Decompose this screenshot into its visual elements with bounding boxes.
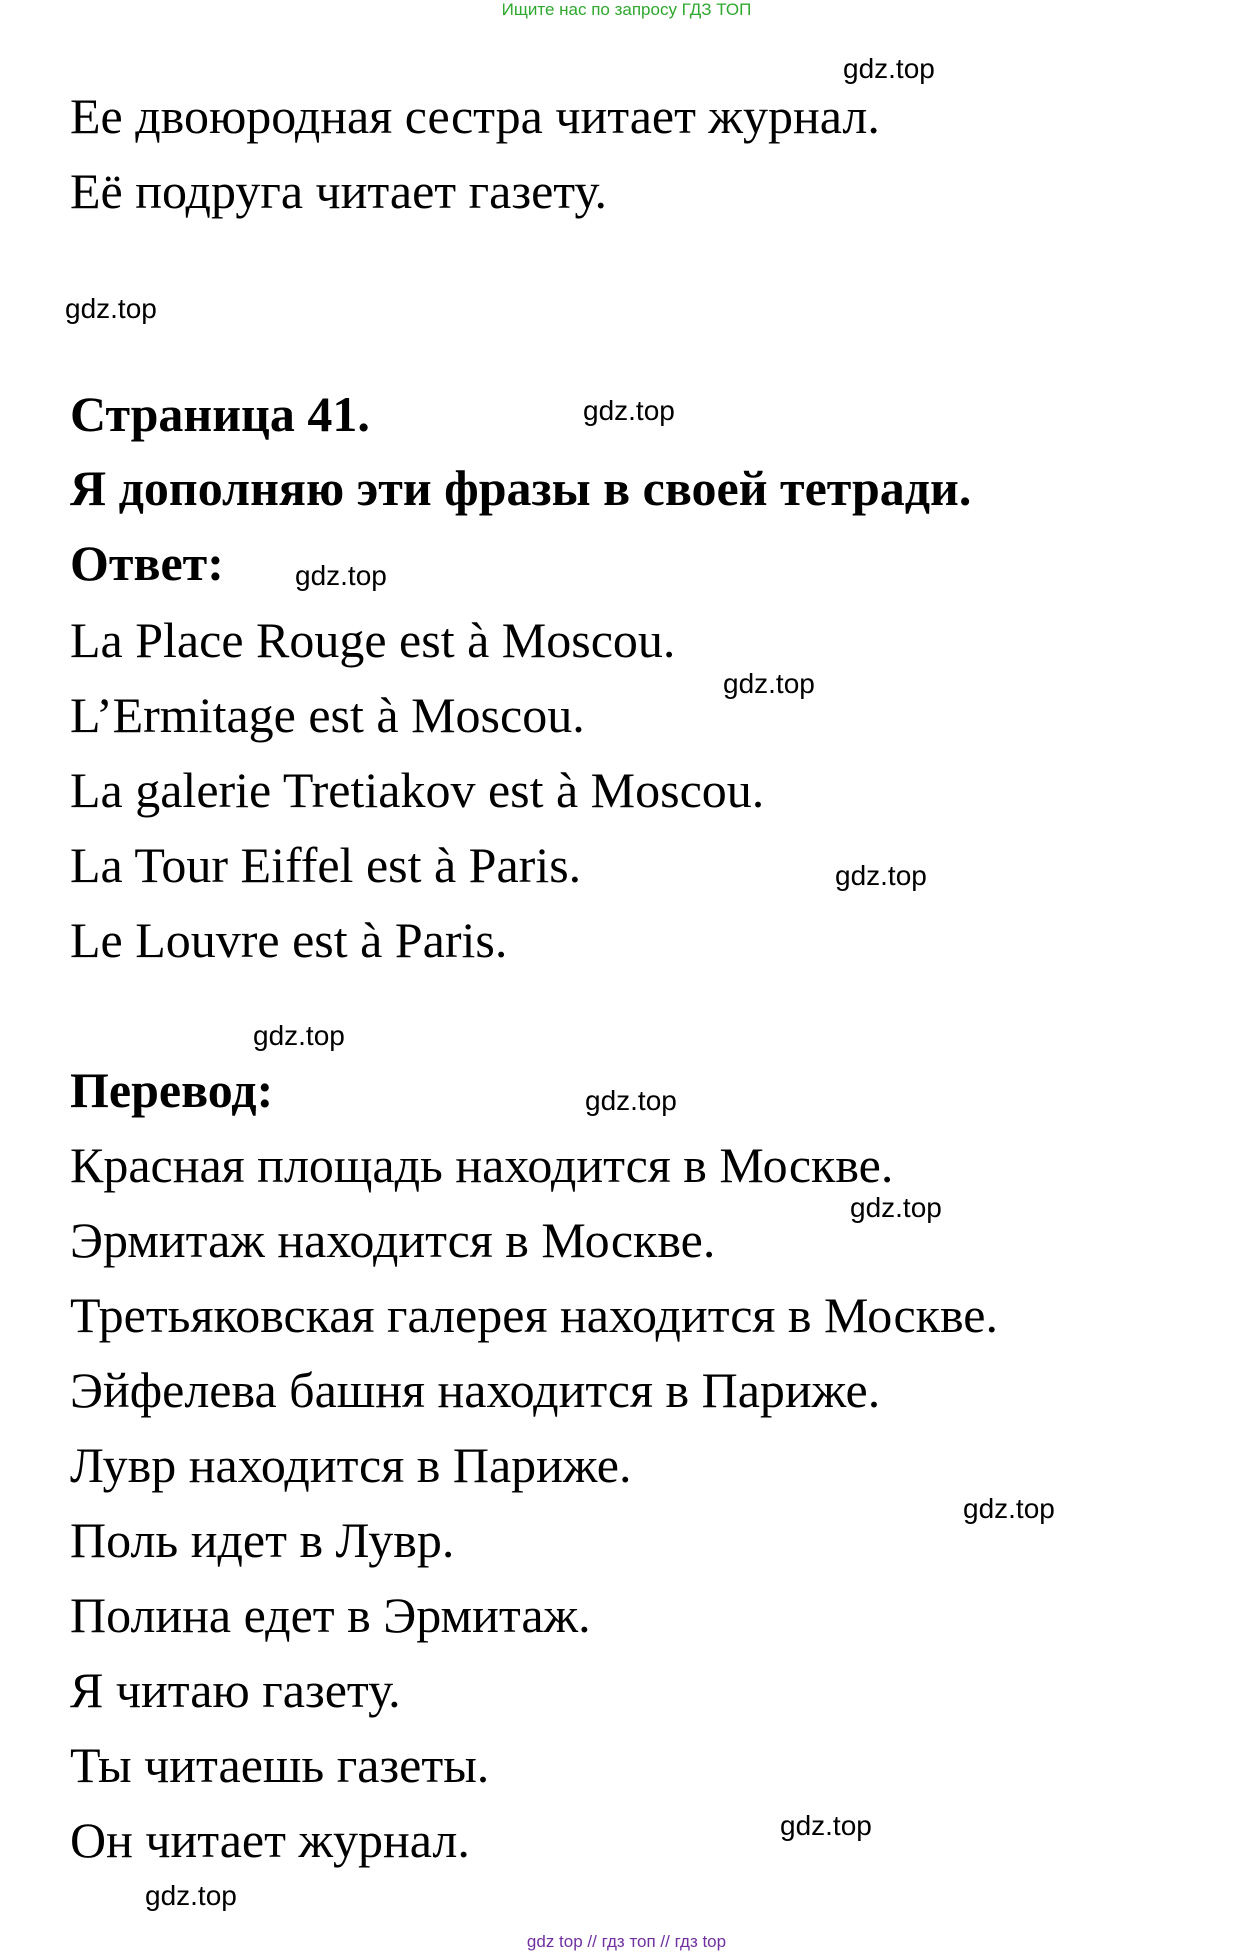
answer-line: Le Louvre est à Paris.	[70, 912, 508, 968]
translation-line: Ты читаешь газеты.	[70, 1737, 490, 1793]
watermark: gdz.top	[835, 860, 927, 891]
watermark: gdz.top	[145, 1880, 237, 1911]
watermark: gdz.top	[780, 1810, 872, 1841]
translation-line: Лувр находится в Париже.	[70, 1437, 632, 1493]
watermark: gdz.top	[253, 1020, 345, 1051]
watermark: gdz.top	[585, 1085, 677, 1116]
page-heading: Страница 41.	[70, 386, 370, 442]
watermark: gdz.top	[843, 53, 935, 84]
translation-line: Эрмитаж находится в Москве.	[70, 1212, 716, 1268]
translation-line: Он читает журнал.	[70, 1812, 470, 1868]
answer-line: La Place Rouge est à Moscou.	[70, 612, 676, 668]
answer-line: La galerie Tretiakov est à Moscou.	[70, 762, 765, 818]
answer-label: Ответ:	[70, 535, 224, 591]
answer-line: La Tour Eiffel est à Paris.	[70, 837, 582, 893]
intro-line: Её подруга читает газету.	[70, 163, 607, 219]
watermark: gdz.top	[65, 293, 157, 324]
translation-line: Красная площадь находится в Москве.	[70, 1137, 894, 1193]
translation-line: Полина едет в Эрмитаж.	[70, 1587, 591, 1643]
translation-line: Эйфелева башня находится в Париже.	[70, 1362, 881, 1418]
intro-line: Ее двоюродная сестра читает журнал.	[70, 88, 880, 144]
task-heading: Я дополняю эти фразы в своей тетради.	[70, 460, 972, 516]
answer-line: L’Ermitage est à Moscou.	[70, 687, 585, 743]
translation-line: Я читаю газету.	[70, 1662, 401, 1718]
translation-line: Поль идет в Лувр.	[70, 1512, 455, 1568]
translation-label: Перевод:	[70, 1062, 274, 1118]
watermark: gdz.top	[583, 395, 675, 426]
watermark: gdz.top	[850, 1192, 942, 1223]
header-banner: Ищите нас по запросу ГДЗ ТОП	[501, 0, 752, 19]
watermark: gdz.top	[723, 668, 815, 699]
watermark: gdz.top	[295, 560, 387, 591]
translation-line: Третьяковская галерея находится в Москве.	[70, 1287, 998, 1343]
footer-banner: gdz top // гдз топ // гдз top	[526, 1932, 727, 1951]
watermark: gdz.top	[963, 1493, 1055, 1524]
